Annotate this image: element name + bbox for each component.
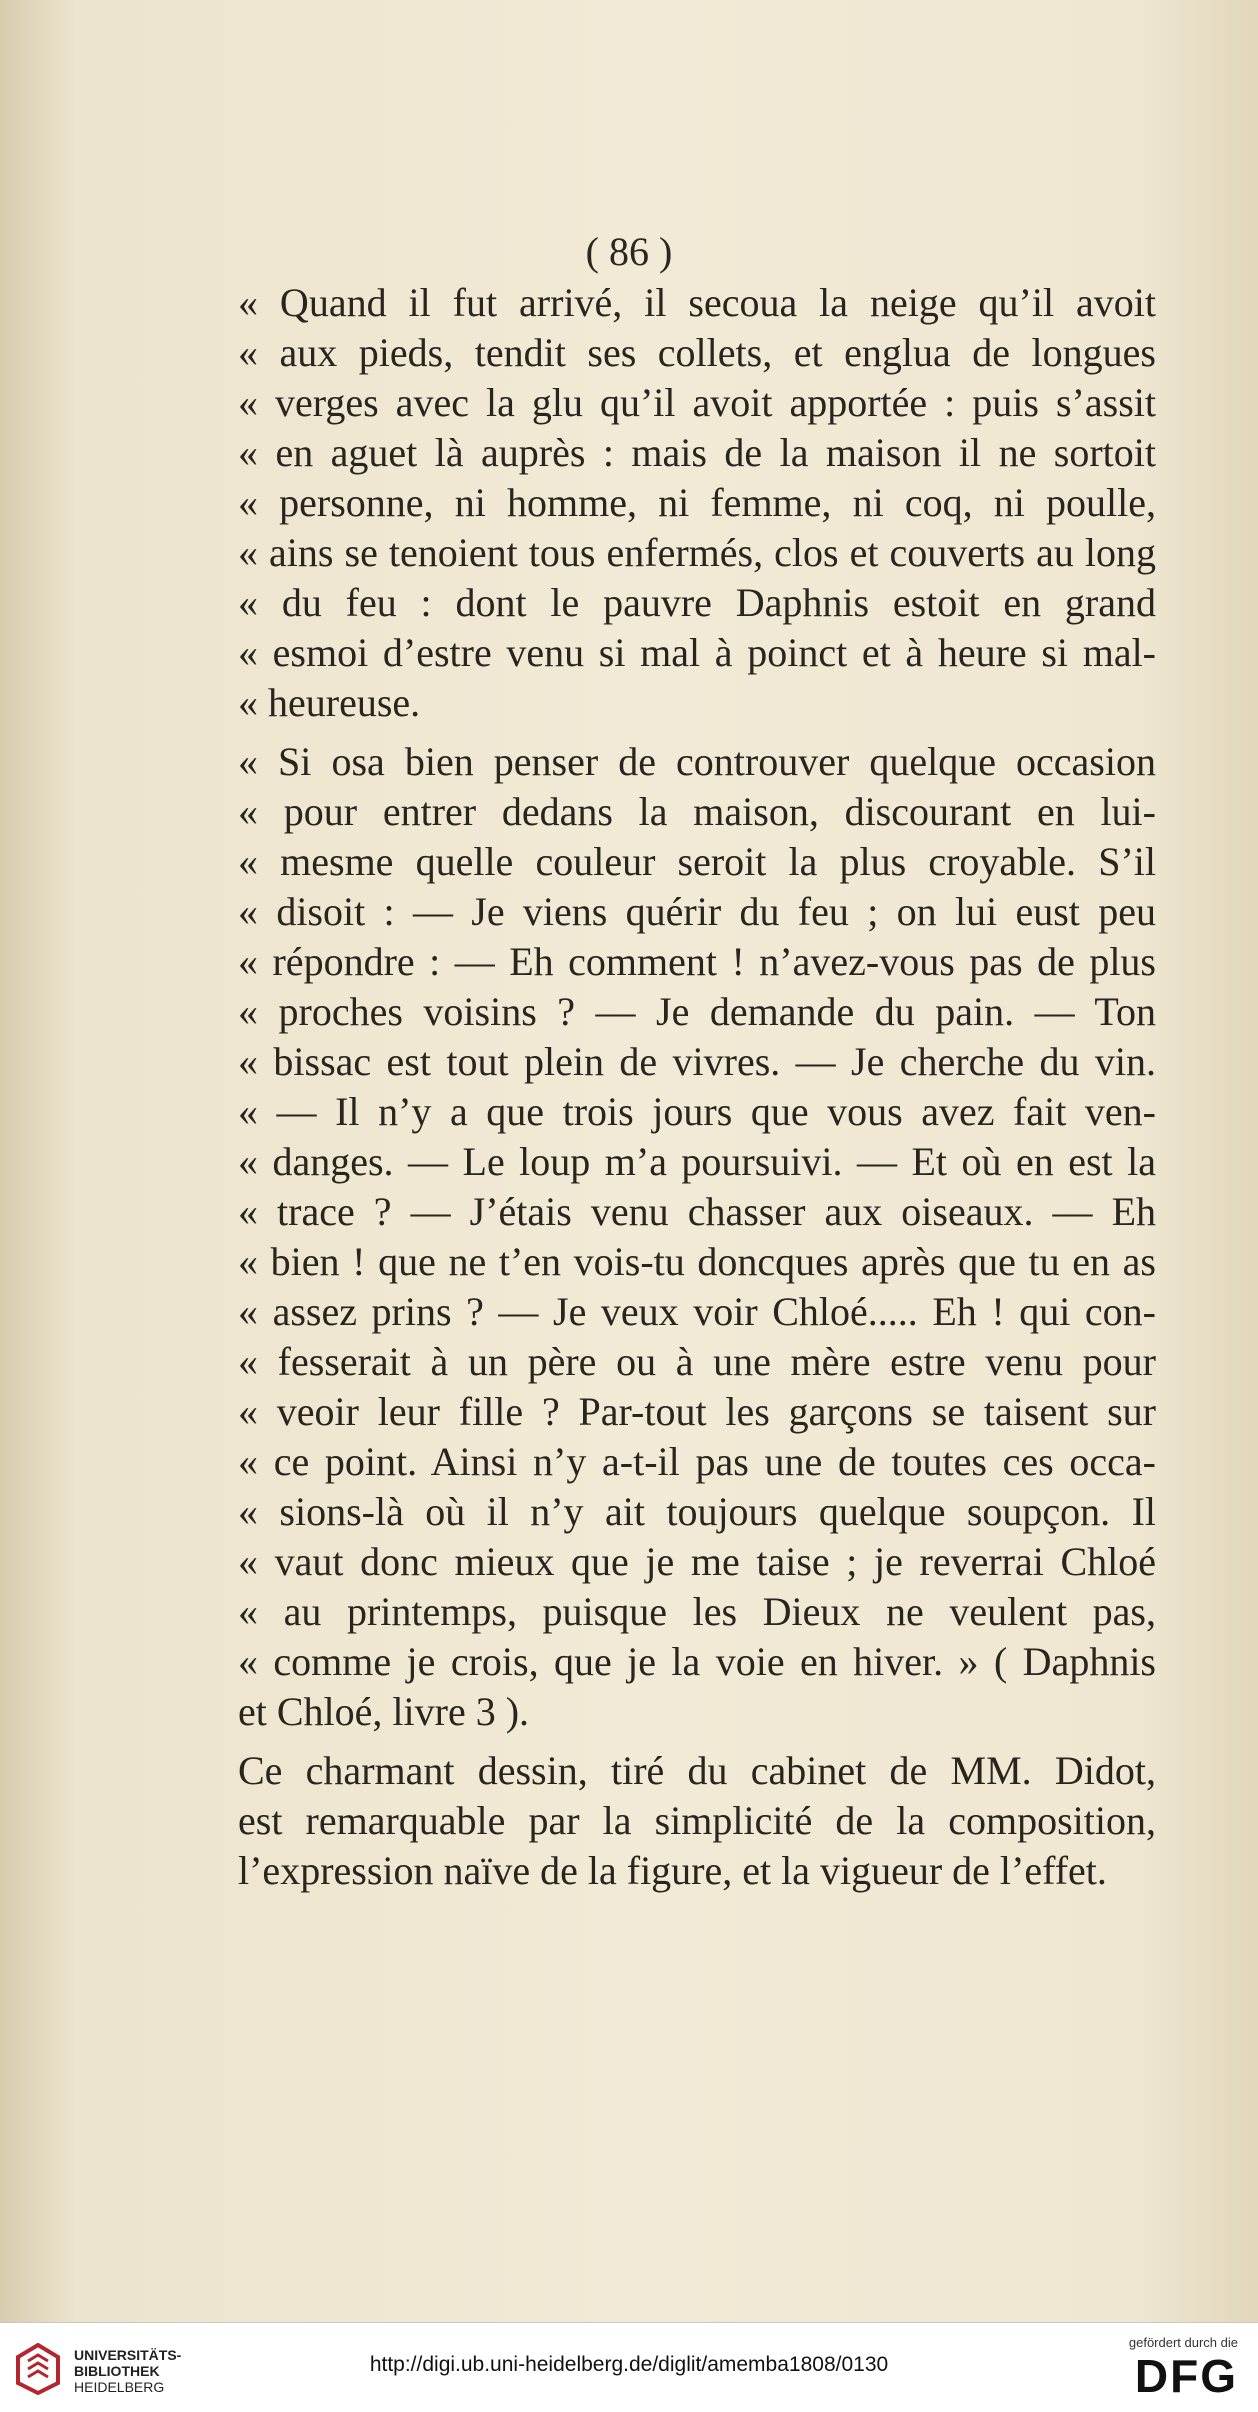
dfg-logo: DFG bbox=[1134, 2350, 1238, 2402]
text-line: et Chloé, livre 3 ). bbox=[238, 1689, 530, 1734]
viewer-footer bbox=[0, 2322, 1258, 2412]
paragraph bbox=[238, 737, 1156, 1737]
text-line: l’expression naïve de la figure, et la vigueur de l’effet. bbox=[238, 1848, 1107, 1893]
paragraph bbox=[238, 1746, 1156, 1896]
institution-line-3: HEIDELBERG bbox=[74, 2379, 165, 2395]
text-line: « assez prins ? — Je veux voir Chloé..... Eh ! qui con- bbox=[238, 1289, 1156, 1334]
text-line: « — Il n’y a que trois jours que vous avez fait ven- bbox=[238, 1089, 1156, 1134]
text-line: « Quand il fut arrivé, il secoua la neige qu’il avoit bbox=[238, 280, 1156, 325]
page-number: ( 86 ) bbox=[585, 229, 673, 274]
text-line: « trace ? — J’étais venu chasser aux oiseaux. — Eh bbox=[238, 1189, 1156, 1234]
institution-line-2: BIBLIOTHEK bbox=[74, 2363, 160, 2379]
text-line: « aux pieds, tendit ses collets, et englua de longues bbox=[238, 330, 1156, 375]
text-line: « répondre : — Eh comment ! n’avez-vous pas de plus bbox=[238, 939, 1156, 984]
text-line: « comme je crois, que je la voie en hiver. » ( Daphnis bbox=[238, 1639, 1156, 1684]
text-line: « vaut donc mieux que je me taise ; je reverrai Chloé bbox=[238, 1539, 1156, 1584]
institution-line-1: UNIVERSITÄTS- bbox=[74, 2347, 182, 2363]
text-line: « du feu : dont le pauvre Daphnis estoit en grand bbox=[238, 580, 1156, 625]
text-line: « veoir leur fille ? Par-tout les garçons se taisent sur bbox=[238, 1389, 1156, 1434]
text-line: « sions-là où il n’y ait toujours quelque soupçon. Il bbox=[238, 1489, 1156, 1534]
text-line: « proches voisins ? — Je demande du pain. — Ton bbox=[238, 989, 1156, 1034]
text-line: est remarquable par la simplicité de la composition, bbox=[238, 1798, 1156, 1843]
funding-credit bbox=[1088, 2335, 1238, 2402]
text-line: « au printemps, puisque les Dieux ne veulent pas, bbox=[238, 1589, 1156, 1634]
text-line: « verges avec la glu qu’il avoit apportée : puis s’assit bbox=[238, 380, 1156, 425]
text-line: « bien ! que ne t’en vois-tu doncques après que tu en as bbox=[238, 1239, 1156, 1284]
text-body bbox=[238, 278, 1156, 1896]
text-line: « danges. — Le loup m’a poursuivi. — Et où en est la bbox=[238, 1139, 1156, 1184]
text-line: « heureuse. bbox=[238, 680, 421, 725]
text-line: « pour entrer dedans la maison, discourant en lui- bbox=[238, 789, 1156, 834]
paragraph bbox=[238, 278, 1156, 728]
text-line: « bissac est tout plein de vivres. — Je cherche du vin. bbox=[238, 1039, 1156, 1084]
permalink-url[interactable]: http://digi.ub.uni-heidelberg.de/diglit/amemba1808/0130 bbox=[369, 2353, 889, 2376]
text-line: Ce charmant dessin, tiré du cabinet de MM. Didot, bbox=[238, 1748, 1156, 1793]
text-line: « personne, ni homme, ni femme, ni coq, ni poulle, bbox=[238, 480, 1156, 525]
text-line: « mesme quelle couleur seroit la plus croyable. S’il bbox=[238, 839, 1156, 884]
text-line: « en aguet là auprès : mais de la maison il ne sortoit bbox=[238, 430, 1156, 475]
text-line: « ce point. Ainsi n’y a-t-il pas une de toutes ces occa- bbox=[238, 1439, 1156, 1484]
text-line: « esmoi d’estre venu si mal à poinct et à heure si mal- bbox=[238, 630, 1156, 675]
text-line: « fesserait à un père ou à une mère estre venu pour bbox=[238, 1339, 1156, 1384]
text-line: « ains se tenoient tous enfermés, clos et couverts au long bbox=[238, 530, 1156, 575]
text-line: « disoit : — Je viens quérir du feu ; on lui eust peu bbox=[238, 889, 1156, 934]
funding-label: gefördert durch die bbox=[1128, 2335, 1238, 2350]
text-line: « Si osa bien penser de controuver quelque occasion bbox=[238, 739, 1156, 784]
